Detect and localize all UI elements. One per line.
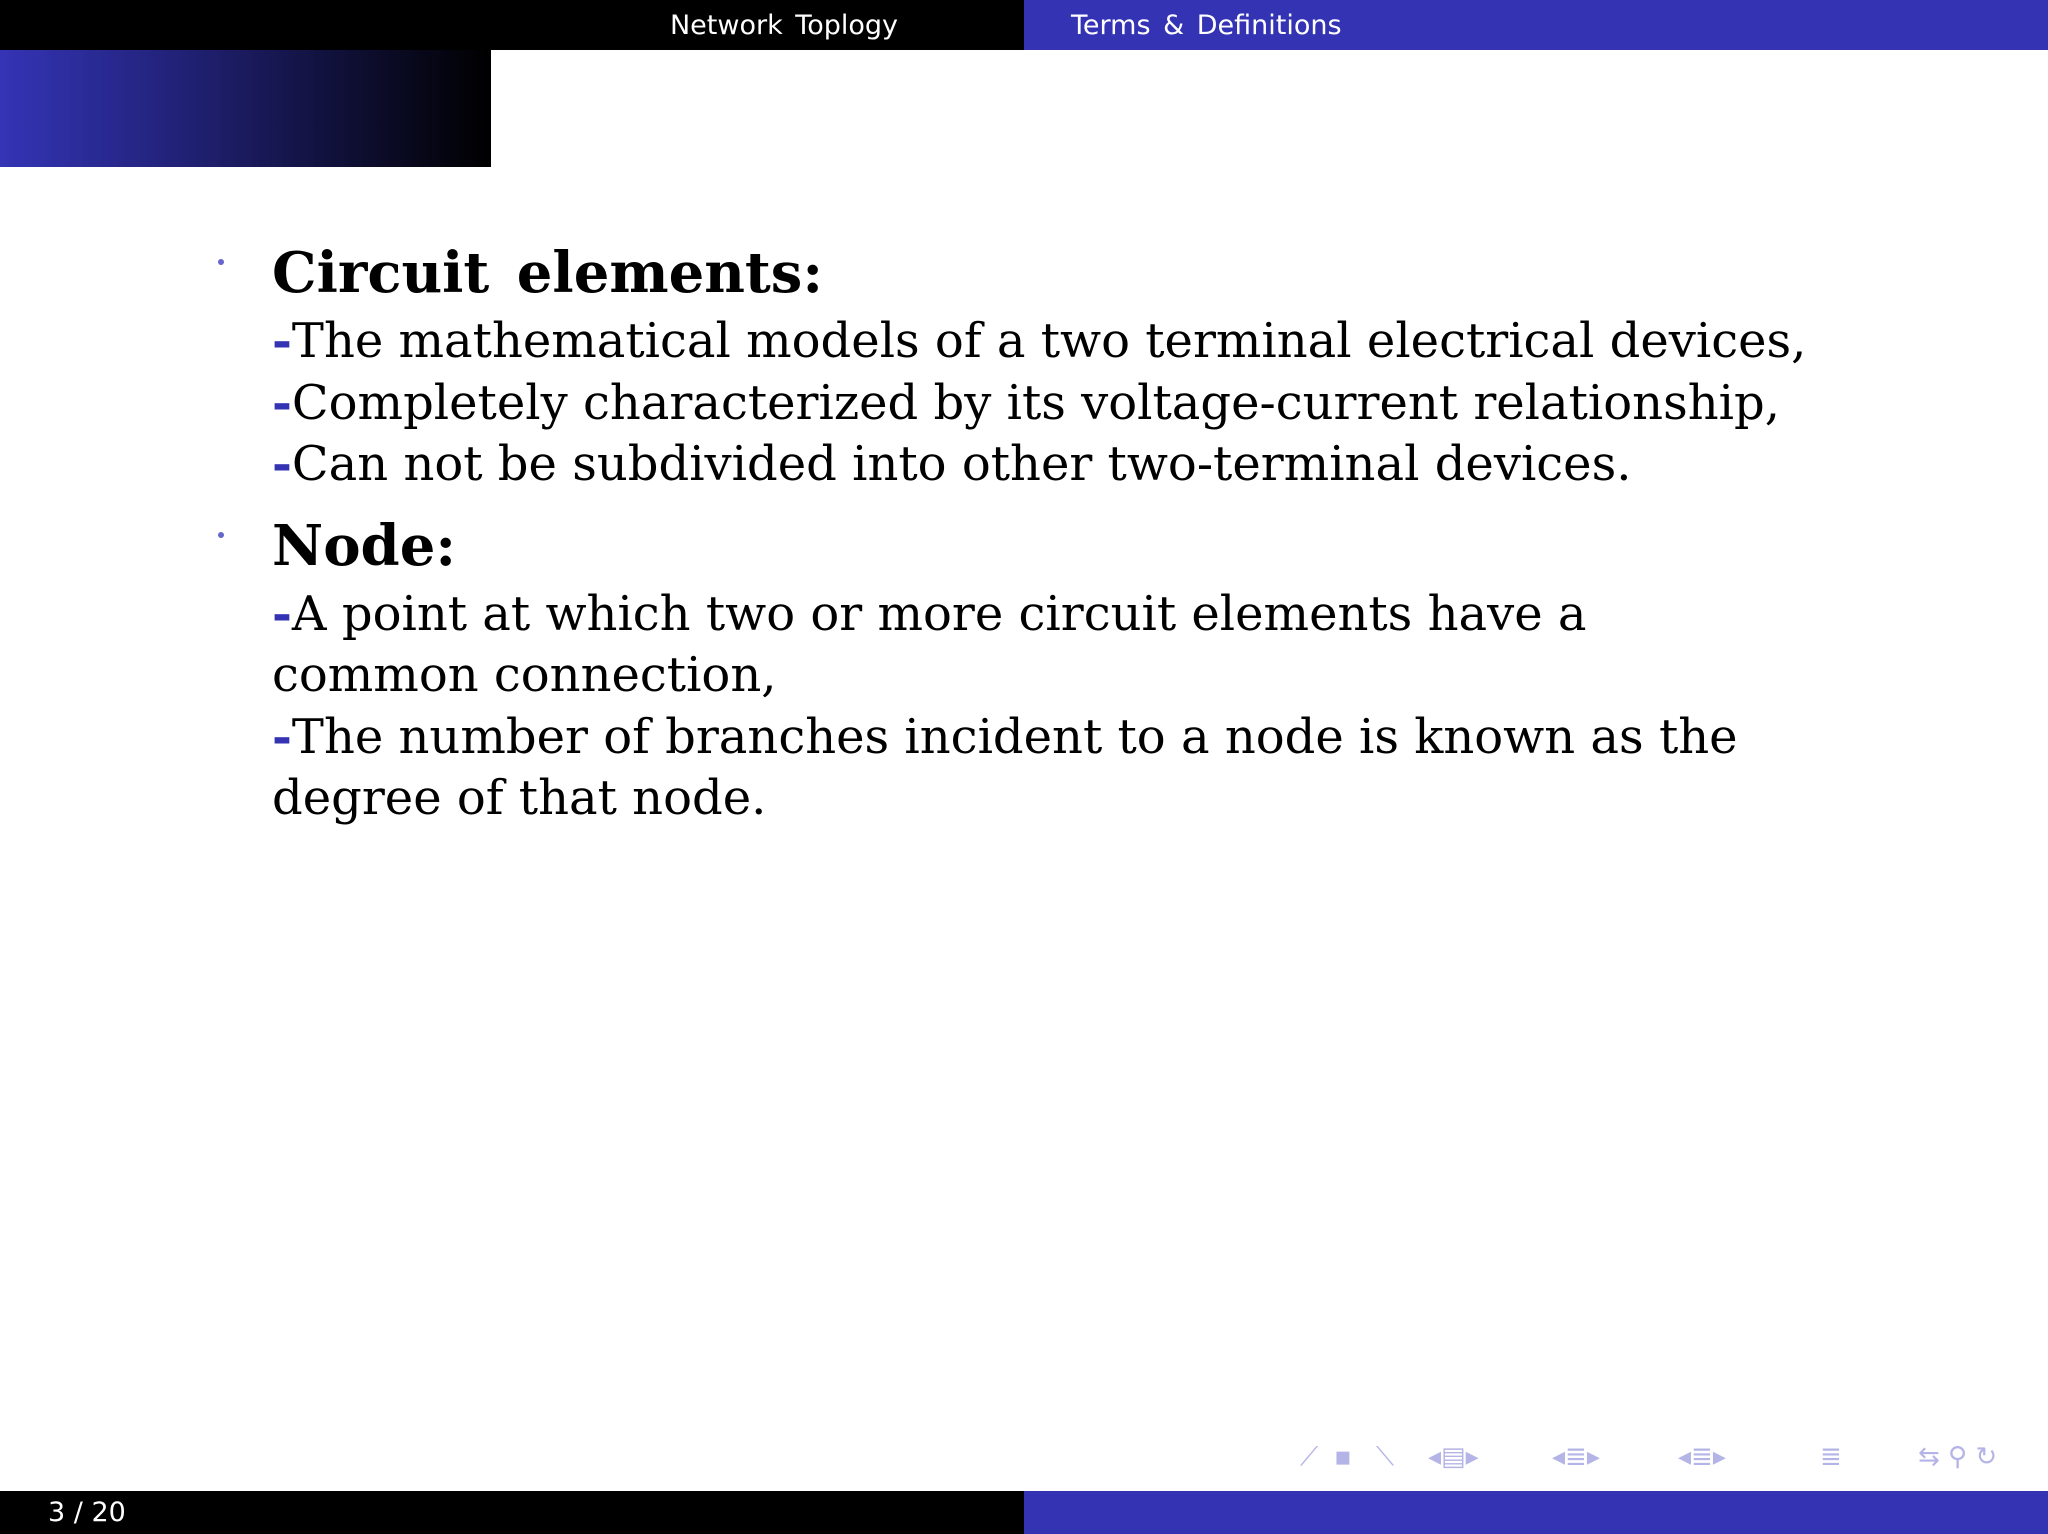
bullet-item-circuit-elements [272, 235, 2048, 496]
header-band [0, 0, 2048, 50]
item-line [272, 768, 2048, 830]
dash-marker: - [272, 313, 292, 369]
line-text: The number of branches incident to a node is known as the [291, 708, 1738, 765]
bullet-dot-icon [218, 259, 224, 265]
item-lines [272, 311, 2048, 496]
item-title: Node: [272, 512, 456, 579]
footer-band [0, 1491, 2048, 1534]
dash-marker: - [272, 708, 292, 765]
beamer-navigation [1300, 1432, 2040, 1482]
item-line [272, 584, 2048, 646]
line-text: A point at which two or more circuit elements have a [291, 585, 1587, 642]
item-line [272, 373, 2048, 435]
dash-marker: - [272, 585, 292, 642]
header-section-label[interactable]: Network Toplogy [669, 9, 898, 41]
item-line [272, 645, 2048, 707]
nav-first-icon[interactable]: ⟋ [1300, 1442, 1319, 1472]
item-lines [272, 584, 2048, 830]
line-text: degree of that node. [272, 770, 767, 826]
item-line [272, 707, 2048, 769]
slide-content [0, 235, 2048, 830]
header-section[interactable] [0, 0, 1024, 50]
nav-frame-icon[interactable]: ▪ [1334, 1442, 1352, 1472]
item-line [272, 311, 2048, 373]
page-indicator: 3 / 20 [48, 1497, 126, 1528]
title-gradient-decoration [0, 50, 491, 167]
nav-subsection-icon[interactable]: ◂≣▸ [1552, 1442, 1600, 1472]
nav-search-icon[interactable]: ⇆ ⚲ ↻ [1918, 1442, 1998, 1472]
header-subsection[interactable] [1024, 0, 2048, 50]
nav-section-icon[interactable]: ◂▤▸ [1428, 1442, 1479, 1472]
nav-outline-icon[interactable]: ◂≣▸ [1678, 1442, 1726, 1472]
line-text: The mathematical models of a two terminal electrical devices, [291, 313, 1807, 369]
nav-appendix-icon[interactable]: ≣ [1820, 1442, 1842, 1472]
footer-right [1024, 1491, 2048, 1534]
item-title: Circuit elements: [272, 240, 823, 306]
line-text: Completely characterized by its voltage-current relationship, [291, 374, 1780, 431]
dash-marker: - [272, 436, 292, 492]
bullet-dot-icon [218, 532, 224, 538]
bullet-item-node [272, 508, 2048, 830]
line-text: Can not be subdivided into other two-terminal devices. [291, 436, 1632, 492]
dash-marker: - [272, 374, 292, 431]
footer-left [0, 1491, 1024, 1534]
header-subsection-label[interactable]: Terms & Definitions [1071, 9, 1342, 41]
nav-back-icon[interactable]: ⟍ [1376, 1442, 1395, 1472]
line-text: common connection, [272, 647, 777, 703]
item-line [272, 434, 2048, 496]
